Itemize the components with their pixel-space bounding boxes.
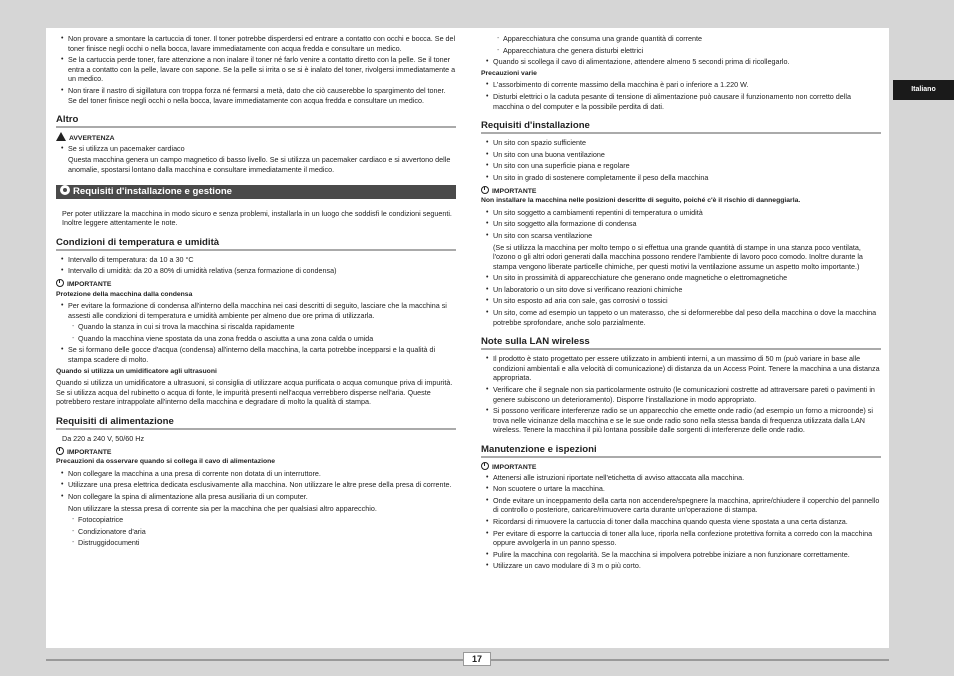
list-item: • Non provare a smontare la cartuccia di toner. Il toner potrebbe disperdersi ed entrare a contatto con occhi e bocca. Se del toner finisce negli occhi o nella bocca, lavare immediatamente con acqua fredda e consultare un medico. <box>56 34 456 53</box>
list-item: • L'assorbimento di corrente massimo della macchina è pari o inferiore a 1.220 W. <box>481 80 881 90</box>
voltage-range: Da 220 a 240 V, 50/60 Hz <box>62 434 145 444</box>
list-item: • Quando si scollega il cavo di alimentazione, attendere almeno 5 secondi prima di ricollegarlo. <box>481 57 881 67</box>
subheading: Quando si utilizza un umidificatore agli ultrasuoni <box>56 367 217 375</box>
list-item: • Si possono verificare interferenze radio se un apparecchio che emette onde radio (ad esempio un forno a microonde) si trova nelle vicinanze della macchina e se le sue onde radio sono nella stessa banda di frequenza utilizzata dalla LAN wireless. Tenere la macchina il più lontana possibile dalle sorgenti di interferenze delle onde radio. <box>481 406 881 435</box>
subheading: Precauzioni varie <box>481 69 537 77</box>
list-item: • Se la cartuccia perde toner, fare attenzione a non inalare il toner né farlo venire a contatto diretto con la pelle. Se il toner entra a contatto con la pelle, lavare con sapone. Se la pelle si irrita o se si è inalato del toner, rivolgersi immediatamente a un medico. <box>56 55 456 84</box>
list-item: • Un sito con spazio sufficiente <box>481 138 881 148</box>
section-title-lan: Note sulla LAN wireless <box>481 336 881 350</box>
list-item: • Un sito, come ad esempio un tappeto o un materasso, che si deformerebbe dal peso della macchina o dove la macchina potrebbe sprofondare, anche solo parzialmente. <box>481 308 881 327</box>
section-banner: Requisiti d'installazione e gestione <box>56 185 456 199</box>
language-tab: Italiano <box>893 80 954 100</box>
important-icon <box>56 447 64 455</box>
list-item: • Non tirare il nastro di sigillatura con troppa forza né fermarsi a metà, dato che ciò causerebbe lo spargimento del toner. Se del toner finisce negli occhi o nella bocca, lavare immediatamente con acqua fredda e consultare un medico. <box>56 86 456 105</box>
list-item: • Pulire la macchina con regolarità. Se la macchina si impolvera potrebbe iniziare a non funzionare correttamente. <box>481 550 881 560</box>
important-icon <box>56 279 64 287</box>
section-title-alimentazione: Requisiti di alimentazione <box>56 416 456 430</box>
list-item: • Per evitare la formazione di condensa all'interno della macchina nei casi descritti di seguito, lasciare che la macchina si assesti alle condizioni di temperatura e umidità ambiente per almeno due ore prima di utilizzarla. <box>56 301 456 320</box>
list-item: • Un sito esposto ad aria con sale, gas corrosivi o tossici <box>481 296 881 306</box>
list-item: • Un laboratorio o un sito dove si verificano reazioni chimiche <box>481 285 881 295</box>
section-icon <box>60 185 70 195</box>
list-item: • Se si formano delle gocce d'acqua (condensa) all'interno della macchina, la carta potrebbe incepparsi e la qualità di stampa scadere di molto. <box>56 345 456 364</box>
sub-list-item: - Condizionatore d'aria <box>56 527 456 537</box>
list-item: • Un sito soggetto alla formazione di condensa <box>481 219 881 229</box>
sub-list-item: - Quando la stanza in cui si trova la macchina si riscalda rapidamente <box>56 322 456 332</box>
section-title-condizioni: Condizioni di temperatura e umidità <box>56 237 456 251</box>
list-item: • Intervallo di umidità: da 20 a 80% di umidità relativa (senza formazione di condensa) <box>56 266 456 276</box>
list-item: • Verificare che il segnale non sia particolarmente ostruito (le comunicazioni costrette ad attraversare pareti o pavimenti in genere subiscono un deterioramento). Disporre l'installazione in modo appropriato. <box>481 385 881 404</box>
important-label: IMPORTANTE <box>56 447 456 458</box>
list-item: • Non scuotere o urtare la macchina. <box>481 484 881 494</box>
paragraph: Quando si utilizza un umidificatore a ultrasuoni, si consiglia di utilizzare acqua purificata o acqua comunque priva di impurità. Se si utilizza acqua del rubinetto o acqua di fonte, le impurità presenti nell'acqua verrebbero disperse nell'aria. Queste potrebbero restare intrappolate all'interno della macchina e degradare di molto la qualità di stampa. <box>56 378 453 407</box>
list-item: • Un sito con una superficie piana e regolare <box>481 161 881 171</box>
section-title-manutenzione: Manutenzione e ispezioni <box>481 444 881 458</box>
list-item: • Utilizzare una presa elettrica dedicata esclusivamente alla macchina. Non utilizzare le altre prese della presa di corrente. <box>56 480 456 490</box>
paragraph: (Se si utilizza la macchina per molto tempo o si effettua una grande quantità di stampe in una stanza poco ventilata, l'ozono o gli altri odori generati dalla macchina possono rendere l'ambiente di lavoro poco comodo. Inoltre durante la stampa vengono liberate particelle chimiche, per questi motivi la ventilazione assume un aspetto molto importante.) <box>493 242 863 271</box>
list-item: • Ricordarsi di rimuovere la cartuccia di toner dalla macchina quando questa viene spostata a una certa distanza. <box>481 517 881 527</box>
subheading: Protezione della macchina dalla condensa <box>56 290 193 298</box>
list-item: • Attenersi alle istruzioni riportate nell'etichetta di avviso attaccata alla macchina. <box>481 473 881 483</box>
list-item: • Se si utilizza un pacemaker cardiaco <box>56 144 456 154</box>
list-item: • Un sito con scarsa ventilazione <box>481 231 881 241</box>
list-item: • Disturbi elettrici o la caduta pesante di tensione di alimentazione può causare il funzionamento non corretto della macchina o del computer e la possibile perdita di dati. <box>481 92 881 111</box>
section-title-installazione: Requisiti d'installazione <box>481 120 881 134</box>
list-item: • Intervallo di temperatura: da 10 a 30 °C <box>56 255 456 265</box>
left-column <box>56 34 456 550</box>
paragraph: Non utilizzare la stessa presa di corrente sia per la macchina che per qualsiasi altro apparecchio. <box>68 503 377 513</box>
right-column <box>481 34 881 573</box>
warning-label: AVVERTENZA <box>56 132 456 144</box>
list-item: • Non collegare la macchina a una presa di corrente non dotata di un interruttore. <box>56 469 456 479</box>
list-item: • Utilizzare un cavo modulare di 3 m o più corto. <box>481 561 881 571</box>
sub-list-item: - Apparecchiatura che consuma una grande quantità di corrente <box>481 34 881 44</box>
list-item: • Il prodotto è stato progettato per essere utilizzato in ambienti interni, a un massimo di 50 m (può variare in base alle condizioni ambientali e alla velocità di comunicazione) di distanza da un Access Point. Tenere la macchina a una distanza appropriata. <box>481 354 881 383</box>
list-item: • Un sito soggetto a cambiamenti repentini di temperatura o umidità <box>481 208 881 218</box>
intro-paragraph: Per poter utilizzare la macchina in modo sicuro e senza problemi, installarla in un luogo che soddisfi le condizioni seguenti. Inoltre leggere attentamente le note. <box>62 208 452 228</box>
manual-page <box>46 28 889 648</box>
important-icon <box>481 186 489 194</box>
sub-list-item: - Fotocopiatrice <box>56 515 456 525</box>
sub-list-item: - Distruggidocumenti <box>56 538 456 548</box>
warning-icon <box>56 132 66 141</box>
sub-list-item: - Apparecchiatura che genera disturbi elettrici <box>481 46 881 56</box>
subheading: Precauzioni da osservare quando si collega il cavo di alimentazione <box>56 458 276 466</box>
important-label: IMPORTANTE <box>56 279 456 290</box>
important-label: IMPORTANTE <box>481 186 881 197</box>
subheading: Non installare la macchina nelle posizioni descritte di seguito, poiché c'è il rischio di danneggiarla. <box>481 197 801 205</box>
list-item: • Un sito in grado di sostenere completamente il peso della macchina <box>481 173 881 183</box>
section-title-altro: Altro <box>56 114 456 128</box>
important-icon <box>481 462 489 470</box>
page-number: 17 <box>463 652 491 666</box>
list-item: • Non collegare la spina di alimentazione alla presa ausiliaria di un computer. <box>56 492 456 502</box>
paragraph: Questa macchina genera un campo magnetico di basso livello. Se si utilizza un pacemaker cardiaco e si avvertono delle anomalie, spostarsi lontano dalla macchina e consultare immediatamente il medico. <box>68 155 451 174</box>
list-item: • Un sito in prossimità di apparecchiature che generano onde magnetiche o elettromagnetiche <box>481 273 881 283</box>
sub-list-item: - Quando la macchina viene spostata da una zona fredda o asciutta a una zona calda o umida <box>56 334 456 344</box>
important-label: IMPORTANTE <box>481 462 881 473</box>
list-item: • Un sito con una buona ventilazione <box>481 150 881 160</box>
list-item: • Onde evitare un inceppamento della carta non accendere/spegnere la macchina, aprire/chiudere il coperchio del pannello di controllo o posteriore, caricare/rimuovere carta durante un'operazione di stampa. <box>481 496 881 515</box>
toner-list <box>56 34 456 105</box>
list-item: • Per evitare di esporre la cartuccia di toner alla luce, riporla nella confezione protettiva fornita a corredo con la macchina oppure avvolgerla in un panno spesso. <box>481 529 881 548</box>
